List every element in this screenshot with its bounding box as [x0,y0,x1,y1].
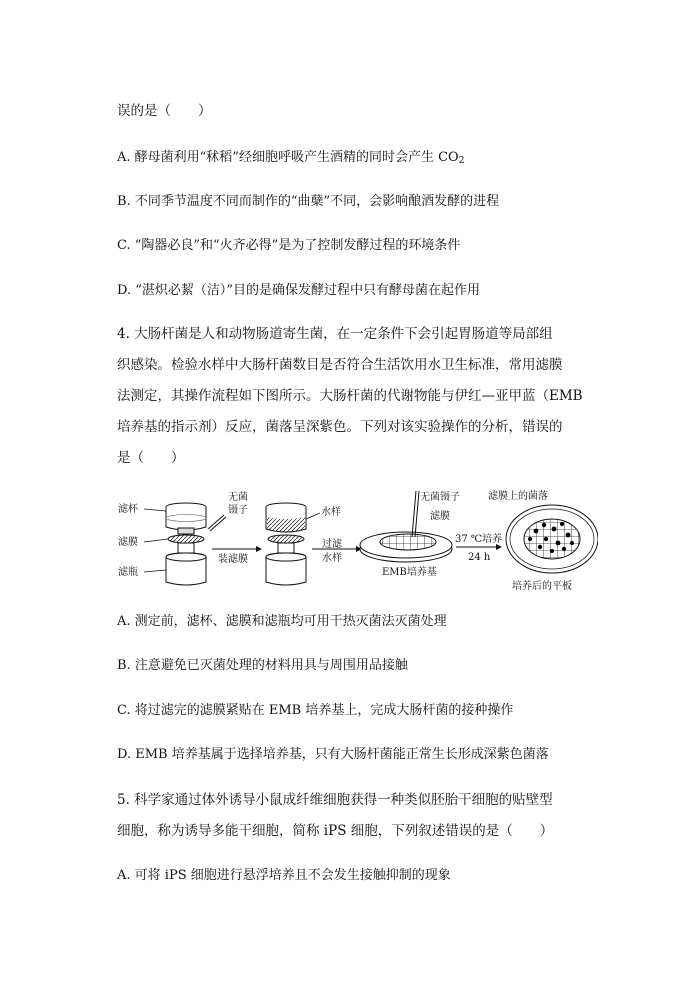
q5-stem-line-2: 细胞，称为诱导多能干细胞，简称 iPS 细胞，下列叙述错误的是（ ） [117,823,554,839]
label-filter-water-2: 水样 [322,553,342,564]
q3-option-a-text: A. 酵母菌利用“秫稻”经细胞呼吸产生酒精的同时会产生 CO [117,150,459,165]
label-install-membrane: 装滤膜 [218,554,248,565]
q3-option-a [117,148,464,171]
tweezers-icon [208,515,226,531]
q3-option-b: B. 不同季节温度不同而制作的“曲蘖”不同，会影响酿酒发酵的进程 [117,194,500,209]
q4-stem-line-2: 织感染。检验水样中大肠杆菌数目是否符合生活饮用水卫生标准，常用滤膜 [117,357,563,373]
label-filter-water-1: 过滤 [322,539,342,550]
label-sterile-2: 镊子 [228,505,248,516]
label-incubation-time: 24 h [468,552,491,563]
label-sterile-1: 无菌 [228,492,248,503]
co2-subscript: 2 [458,156,465,166]
label-filter-cup: 滤杯 [118,504,138,515]
q3-stem-tail: 误的是（ ） [117,103,212,119]
q4-stem-line-5: 是（ ） [117,450,185,466]
label-filter-membrane: 滤膜 [118,537,138,548]
membrane-filtration-diagram [116,487,598,592]
cultured-plate [506,505,598,573]
q4-stem-line-4: 培养基的指示剂）反应，菌落呈深紫色。下列对该实验操作的分析，错误的 [117,419,563,435]
q3-option-d: D. “湛炽必絜（洁）”目的是确保发酵过程中只有酵母菌在起作用 [117,283,481,298]
q4-option-c: C. 将过滤完的滤膜紧贴在 EMB 培养基上，完成大肠杆菌的接种操作 [117,703,514,718]
q4-stem-line-3: 法测定，其操作流程如下图所示。大肠杆菌的代谢物能与伊红—亚甲蓝（EMB [117,388,583,404]
label-colonies: 滤膜上的菌落 [488,491,548,502]
label-filter-flask: 滤瓶 [118,567,138,578]
filter-apparatus [144,503,206,585]
q3-option-c: C. “陶器必良”和“火齐必得”是为了控制发酵过程的环境条件 [117,238,461,253]
label-cultured-plate: 培养后的平板 [512,581,572,592]
q4-option-b: B. 注意避免已灭菌处理的材料用具与周围用品接触 [117,658,408,673]
label-incubation-temp: 37 ℃培养 [455,534,503,545]
filter-apparatus-with-water [266,503,320,585]
q5-stem-line-1: 5. 科学家通过体外诱导小鼠成纤维细胞获得一种类似胚胎干细胞的贴壁型 [117,792,553,808]
q4-option-a: A. 测定前，滤杯、滤膜和滤瓶均可用干热灭菌法灭菌处理 [117,614,447,629]
q4-stem-line-1: 4. 大肠杆菌是人和动物肠道寄生菌，在一定条件下会引起胃肠道等局部组 [117,326,553,342]
label-sterile-tweezers: 无菌镊子 [420,492,460,503]
label-membrane: 滤膜 [430,511,450,522]
label-emb-medium: EMB培养基 [382,567,437,578]
q4-option-d: D. EMB 培养基属于选择培养基，只有大肠杆菌能正常生长形成深紫色菌落 [117,747,549,762]
label-water-sample: 水样 [321,507,341,518]
q5-option-a: A. 可将 iPS 细胞进行悬浮培养且不会发生接触抑制的现象 [117,868,451,883]
